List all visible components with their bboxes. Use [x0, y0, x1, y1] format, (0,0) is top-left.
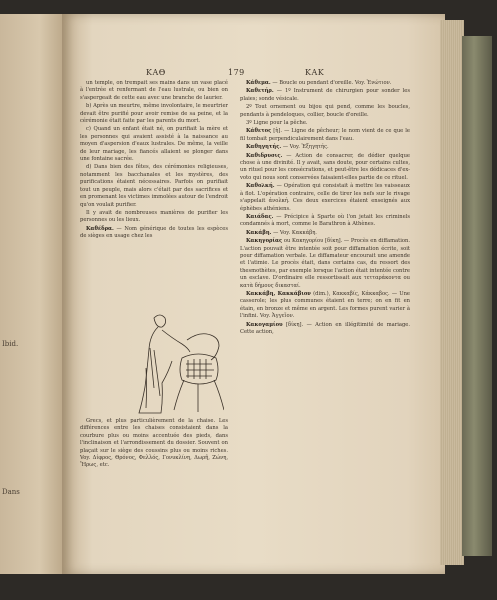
- entry-text: 2º Tout ornement ou bijou qui pend, comme les boucles, pendants à pendeloques, collier, boucle d'oreille.: [240, 104, 410, 118]
- headword: Καθηγητής.: [246, 144, 282, 151]
- left-page-fragment: Dans: [2, 488, 20, 496]
- dictionary-entry: [240, 80, 410, 87]
- dictionary-entry: [240, 291, 410, 321]
- left-column-continued: [80, 418, 228, 471]
- paragraph: c) Quand un enfant était né, on purifiait la mère et les personnes qui avaient assisté à la naissance au moyen d'aspersion d'eaux lustrales. De même, la veille de leur mariage, les fiancés allaient se plonger dans une fontaine sacrée.: [80, 126, 228, 163]
- seated-woman-chair-illustration: [132, 308, 224, 418]
- left-column: [80, 80, 228, 242]
- headword: Κακάβη.: [246, 229, 272, 236]
- headword: Καθολκή.: [246, 183, 275, 190]
- dictionary-entry: [240, 88, 410, 103]
- headword: Καθιδρυσις.: [246, 152, 283, 159]
- entry-kathedra: [80, 226, 228, 241]
- headword: Κακογαμίου: [246, 321, 283, 328]
- header-right: ΚΑΚ: [305, 68, 325, 77]
- dictionary-entry: [240, 322, 410, 337]
- entry-text: — Opération qui consistait à mettre les vaisseaux à flot. L'opération contraire, celle de tirer les nefs sur le rivage s'appelait ἀνολκή. Ces deux exercices étaient enseignés aux éphèbes athéniens.: [240, 183, 410, 212]
- entry-text: — Voy. Ἐξηγητής.: [282, 144, 329, 151]
- paragraph: un temple, on trempait ses mains dans un vase placé à l'entrée et renfermant de l'eau lustrale, ou bien on s'aspergeait de cette eau avec une branche de laurier.: [80, 80, 228, 101]
- entry-text: — Précipice à Sparte où l'on jetait les criminels condamnés à mort, comme le Barathron à Athènes.: [240, 213, 410, 228]
- headword: Καθέδρα.: [86, 225, 114, 232]
- entry-text: — Action de consacrer, de dédier quelque chose à une divinité. Il y avait, sans doute, pour certains cultes, un rituel pour les consécrations, et peut-être les dédicaces d'ex-voto qui nous sont conservées faisaient-elles partie de ce rituel.: [240, 152, 410, 181]
- left-page-edge: [0, 14, 66, 574]
- left-page-fragment: Ibid.: [2, 340, 19, 348]
- entry-text: — Boucle ou pendant d'oreille. Voy. Ἐνώτιον.: [272, 80, 392, 86]
- entry-text: [δίκη]. — Action en illégitimité de mariage. Cette action,: [240, 321, 410, 335]
- headword: Κακκάβη, Κακκάβιον: [246, 290, 311, 297]
- entry-text: ou Κακηγορίου [δίκη]. — Procès en diffamation. L'action pouvait être intentée soit pour diffamation écrite, soit pour diffamation verbale. Le diffamateur encourait une amende et l'atimie. Le procès était, dans certains cas, du ressort des thesmothètes, par exemple lorsque l'action était intentée contre un esclave. D'ordinaire elle ressortissait aux τετταράκοντα ou κατὰ δήμους δικασταί.: [240, 238, 410, 289]
- dictionary-entry: [240, 144, 410, 151]
- dictionary-entry: [240, 120, 410, 127]
- dictionary-entry: [240, 238, 410, 290]
- header-left: ΚΑΘ: [146, 68, 166, 77]
- dictionary-entry: [240, 183, 410, 213]
- paragraph: b) Après un meurtre, même involontaire, le meurtrier devait être purifié pour avoir remise de sa peine, et la cérémonie était faite par les parents du mort.: [80, 103, 228, 125]
- headword: Καιάδας.: [246, 213, 274, 220]
- book-cover: [462, 36, 492, 556]
- page-number: 179: [228, 68, 245, 77]
- entry-text: [ἡ]. — Ligne de pêcheur; le nom vient de ce que le fil tombait perpendiculairement dans l'eau.: [240, 128, 411, 142]
- headword: Κακηγορίας: [246, 238, 283, 245]
- headword: Κάθεμα.: [246, 80, 271, 86]
- paragraph: Il y avait de nombreuses manières de purifier les personnes ou les lieux.: [80, 209, 228, 224]
- headword: Κάθετος: [246, 128, 272, 135]
- dictionary-entry: [240, 153, 410, 183]
- entry-text: — Voy. Κακκάβη.: [273, 229, 317, 236]
- page-edges: [440, 20, 464, 565]
- dictionary-entry: [240, 230, 410, 237]
- entry-text: — Nom générique de toutes les espèces de sièges en usage chez les: [80, 225, 228, 240]
- dictionary-entry: [240, 104, 410, 119]
- paragraph: Grecs, et plus particulièrement de la chaise. Les différences entre les chaises consistaient dans la courbure plus ou moins accentuée des pieds, dans l'inclinaison et l'arrondissement du dossier. Souvent on plaçait sur le siège des coussins plus ou moins riches. Voy. Δίφρος, Θρόνος, Φελλός, Γονυκλίνη, Δωρῆ, Ζώνη, Ἥρως, etc.: [80, 418, 228, 469]
- dictionary-entry: [240, 214, 410, 229]
- dictionary-entry: [240, 128, 410, 143]
- entry-text: — 1º Instrument de chirurgien pour sonder les plaies; sonde vésicale.: [240, 88, 411, 102]
- headword: Καθετήρ.: [246, 88, 274, 95]
- entry-text: 3º Ligne pour la pêche.: [246, 120, 308, 127]
- right-column: [240, 80, 410, 337]
- paragraph: d) Dans bien des fêtes, des cérémonies religieuses, notamment les bacchanales et les mystères, des purifications étaient nécessaires. Parfois on purifiait tout un peuple, mais alors c'était par des sacrifices et en promenant les victimes immolées autour de l'endroit qu'on voulait purifier.: [80, 164, 228, 208]
- entry-text: (dim.), Κακκαβίς, Κάκκαβος. — Une casserole; les plus communes étaient en terre; on en fit en étain, en bronze et même en argent. Les formes purent varier à l'infini. Voy. Ἀγγεῖον.: [240, 290, 410, 320]
